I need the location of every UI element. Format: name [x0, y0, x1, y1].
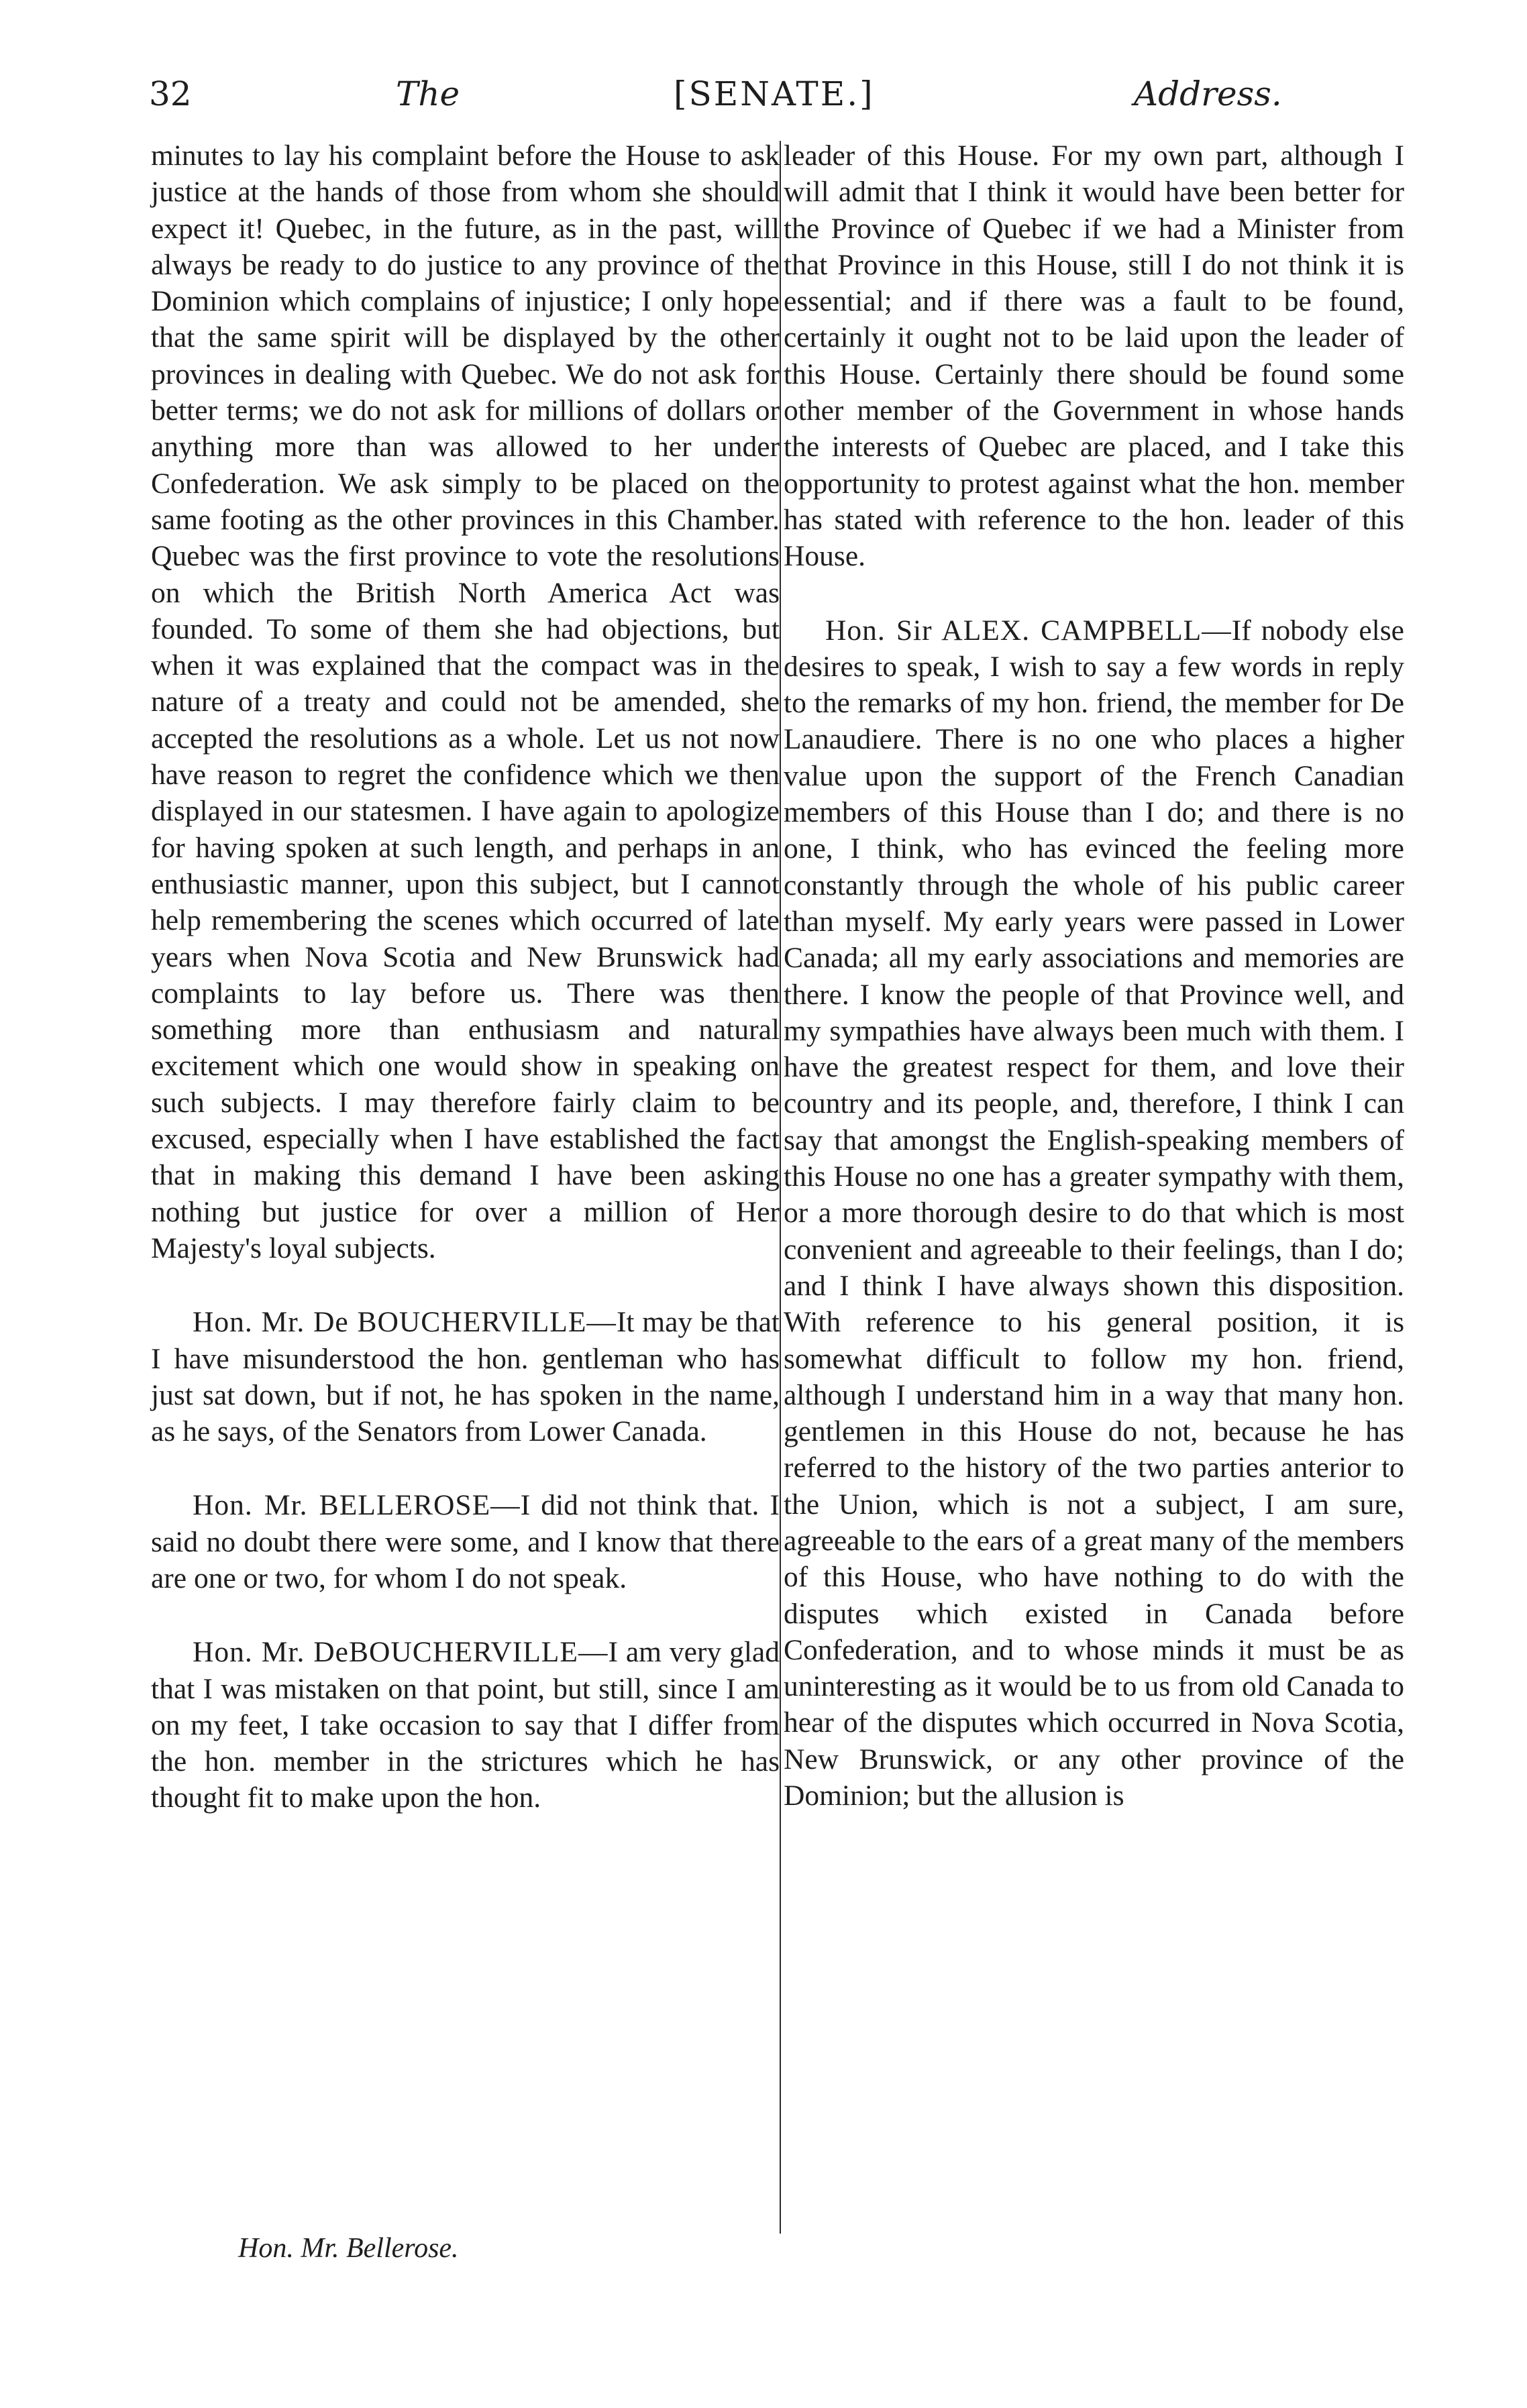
- left-column: [151, 138, 780, 1816]
- right-column: [784, 138, 1404, 1814]
- speaker-deboucherville: Hon. Mr. DeBOUCHERVILLE—: [193, 1636, 609, 1669]
- speaker-campbell: Hon. Sir ALEX. CAMPBELL—: [825, 614, 1232, 647]
- right-paragraph-2: [784, 612, 1404, 1814]
- footer-signature: Hon. Mr. Bellerose.: [238, 2233, 459, 2264]
- left-paragraph-4: [151, 1634, 780, 1816]
- speech-text: It may be that I have misunderstood the hon. gentleman who has just sat down, but if not, he has spoken in the name, as he says, of the Senators from Lower Canada.: [151, 1306, 780, 1448]
- speaker-bellerose: Hon. Mr. BELLEROSE—: [193, 1489, 521, 1522]
- speech-text: If nobody else desires to speak, I wish to say a few words in reply to the remarks of my hon. friend, the member for De Lanaudiere. There is no one who places a higher value upon the support of the French Canadian members of this House than I do; and there is no one, I think, who has evinced the feeling more constantly through the whole of his public career than myself. My early years were passed in Lower Canada; all my early associations and memories are there. I know the people of that Province well, and my sympathies have always been much with them. I have the greatest respect for them, and love their country and its people, and, therefore, I think I can say that amongst the English-speaking members of this House no one has a greater sympathy with them, or a more thorough desire to do that which is most convenient and agreeable to their feelings, than I do; and I think I have always shown this disposition. With reference to his general position, it is somewhat difficult to follow my hon. friend, although I understand him in a way that many hon. gentlemen in this House do not, because he has referred to the history of the two parties anterior to the Union, which is not a subject, I am sure, agreeable to the ears of a great many of the members of this House, who have nothing to do with the disputes which existed in Canada before Confederation, and to whose minds it must be as uninteresting as it would be to us from old Canada to hear of the disputes which occurred in Nova Scotia, New Brunswick, or any other province of the Dominion; but the allusion is: [784, 614, 1404, 1812]
- left-paragraph-2: [151, 1304, 780, 1449]
- page-number: 32: [149, 74, 192, 113]
- header-left: The: [396, 74, 460, 113]
- column-divider: [780, 141, 781, 2234]
- speech-text: I am very glad that I was mistaken on that point, but still, since I am on my feet, I take occasion to say that I differ from the hon. member in the strictures which he has thought fit to make upon the hon.: [151, 1636, 780, 1814]
- right-paragraph-1: leader of this House. For my own part, although I will admit that I think it would have been better for the Province of Quebec if we had a Minister from that Province in this House, still I do not think it is essential; and if there was a fault to be found, certainly it ought not to be laid upon the leader of this House. Certainly there should be found some other member of the Government in whose hands the interests of Quebec are placed, and I take this opportunity to protest against what the hon. member has stated with reference to the hon. leader of this House.: [784, 140, 1404, 573]
- left-paragraph-1: minutes to lay his complaint before the House to ask justice at the hands of those from whom she should expect it! Quebec, in the future, as in the past, will always be ready to do justice to any province of the Dominion which complains of injustice; I only hope that the same spirit will be displayed by the other provinces in dealing with Quebec. We do not ask for better terms; we do not ask for millions of dollars or anything more than was allowed to her under Confederation. We ask simply to be placed on the same footing as the other provinces in this Chamber. Quebec was the first province to vote the resolutions on which the British North America Act was founded. To some of them she had objections, but when it was explained that the compact was in the nature of a treaty and could not be amended, she accepted the resolutions as a whole. Let us not now have reason to regret the confidence which we then displayed in our statesmen. I have again to apologize for having spoken at such length, and perhaps in an enthusiastic manner, upon this subject, but I cannot help remembering the scenes which occurred of late years when Nova Scotia and New Brunswick had complaints to lay before us. There was then something more than enthusiasm and natural excitement which one would show in speaking on such subjects. I may therefore fairly claim to be excused, especially when I have established the fact that in making this demand I have been asking nothing but justice for over a million of Her Majesty's loyal subjects.: [151, 140, 780, 1264]
- header-right: Address.: [1134, 74, 1282, 113]
- left-paragraph-3: [151, 1487, 780, 1596]
- header-center: [SENATE.]: [674, 74, 875, 113]
- speech-text: I did not think that. I said no doubt there were some, and I know that there are one or two, for whom I do not speak.: [151, 1489, 780, 1594]
- page-header: [0, 74, 1527, 127]
- speaker-de-boucherville: Hon. Mr. De BOUCHERVILLE—: [193, 1306, 617, 1339]
